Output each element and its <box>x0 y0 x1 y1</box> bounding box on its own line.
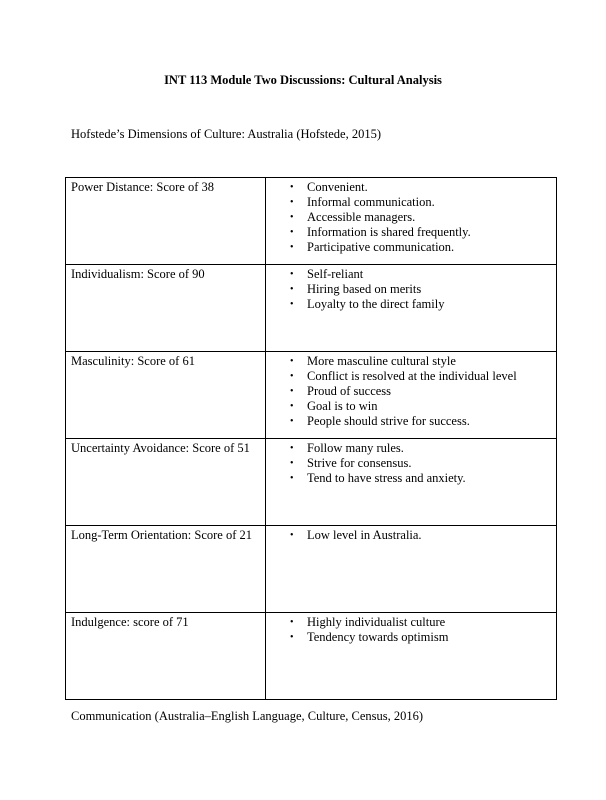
list-item-text: Strive for consensus. <box>307 456 412 470</box>
list-item-text: Follow many rules. <box>307 441 404 455</box>
list-item-text: Informal communication. <box>307 195 435 209</box>
bullet-icon: • <box>290 269 294 280</box>
bullet-icon: • <box>290 458 294 469</box>
list-item-text: Hiring based on merits <box>307 282 422 296</box>
list-item-text: Tend to have stress and anxiety. <box>307 471 466 485</box>
list-item <box>266 225 552 240</box>
list-item-text: Highly individualist culture <box>307 615 446 629</box>
list-item <box>266 414 552 429</box>
characteristics-list <box>266 354 552 429</box>
dimension-label: Indulgence: score of 71 <box>71 615 189 629</box>
list-item <box>266 630 552 645</box>
list-item <box>266 354 552 369</box>
bullet-icon: • <box>290 212 294 223</box>
bullet-icon: • <box>290 227 294 238</box>
table-row <box>66 613 557 700</box>
characteristics-cell <box>266 178 557 265</box>
dimension-label: Long-Term Orientation: Score of 21 <box>71 528 253 542</box>
list-item-text: Loyalty to the direct family <box>307 297 445 311</box>
table-row <box>66 439 557 526</box>
list-item-text: Goal is to win <box>307 399 378 413</box>
characteristics-cell <box>266 613 557 700</box>
list-item <box>266 282 552 297</box>
list-item <box>266 456 552 471</box>
list-item <box>266 441 552 456</box>
bullet-icon: • <box>290 182 294 193</box>
characteristics-list <box>266 267 552 312</box>
characteristics-cell <box>266 352 557 439</box>
bullet-icon: • <box>290 401 294 412</box>
list-item <box>266 528 552 543</box>
list-item <box>266 210 552 225</box>
bullet-icon: • <box>290 473 294 484</box>
characteristics-cell <box>266 265 557 352</box>
list-item-text: More masculine cultural style <box>307 354 456 368</box>
dimension-label: Power Distance: Score of 38 <box>71 180 215 194</box>
bullet-icon: • <box>290 242 294 253</box>
table-row <box>66 265 557 352</box>
bullet-icon: • <box>290 299 294 310</box>
document-subtitle: Hofstede’s Dimensions of Culture: Australia (Hofstede, 2015) <box>71 127 382 141</box>
bullet-icon: • <box>290 356 294 367</box>
bullet-icon: • <box>290 371 294 382</box>
characteristics-cell <box>266 526 557 613</box>
bullet-icon: • <box>290 632 294 643</box>
list-item <box>266 369 552 384</box>
list-item <box>266 240 552 255</box>
table-row <box>66 352 557 439</box>
characteristics-list <box>266 441 552 486</box>
list-item <box>266 471 552 486</box>
table-row <box>66 178 557 265</box>
list-item-text: Convenient. <box>307 180 368 194</box>
list-item <box>266 297 552 312</box>
table-row <box>66 526 557 613</box>
characteristics-list <box>266 615 552 645</box>
list-item-text: Information is shared frequently. <box>307 225 471 239</box>
list-item <box>266 615 552 630</box>
list-item <box>266 180 552 195</box>
list-item-text: Participative communication. <box>307 240 455 254</box>
list-item-text: Proud of success <box>307 384 392 398</box>
list-item <box>266 267 552 282</box>
dimension-cell <box>66 526 266 613</box>
bullet-icon: • <box>290 530 294 541</box>
list-item-text: Conflict is resolved at the individual level <box>307 369 517 383</box>
bullet-icon: • <box>290 197 294 208</box>
list-item <box>266 384 552 399</box>
list-item <box>266 195 552 210</box>
dimension-label: Masculinity: Score of 61 <box>71 354 195 368</box>
dimension-cell <box>66 439 266 526</box>
bullet-icon: • <box>290 617 294 628</box>
list-item-text: Tendency towards optimism <box>307 630 449 644</box>
dimension-cell <box>66 265 266 352</box>
dimension-label: Uncertainty Avoidance: Score of 51 <box>71 441 250 455</box>
dimension-cell <box>66 352 266 439</box>
characteristics-list <box>266 528 552 543</box>
characteristics-list <box>266 180 552 255</box>
dimensions-table <box>65 177 557 700</box>
list-item-text: People should strive for success. <box>307 414 470 428</box>
dimension-cell <box>66 613 266 700</box>
dimension-label: Individualism: Score of 90 <box>71 267 205 281</box>
bullet-icon: • <box>290 443 294 454</box>
list-item-text: Low level in Australia. <box>307 528 422 542</box>
list-item-text: Accessible managers. <box>307 210 416 224</box>
bullet-icon: • <box>290 416 294 427</box>
characteristics-cell <box>266 439 557 526</box>
document-title: INT 113 Module Two Discussions: Cultural Analysis <box>164 73 442 87</box>
bullet-icon: • <box>290 284 294 295</box>
list-item-text: Self-reliant <box>307 267 364 281</box>
dimension-cell <box>66 178 266 265</box>
communication-heading: Communication (Australia–English Language, Culture, Census, 2016) <box>71 709 424 723</box>
list-item <box>266 399 552 414</box>
bullet-icon: • <box>290 386 294 397</box>
